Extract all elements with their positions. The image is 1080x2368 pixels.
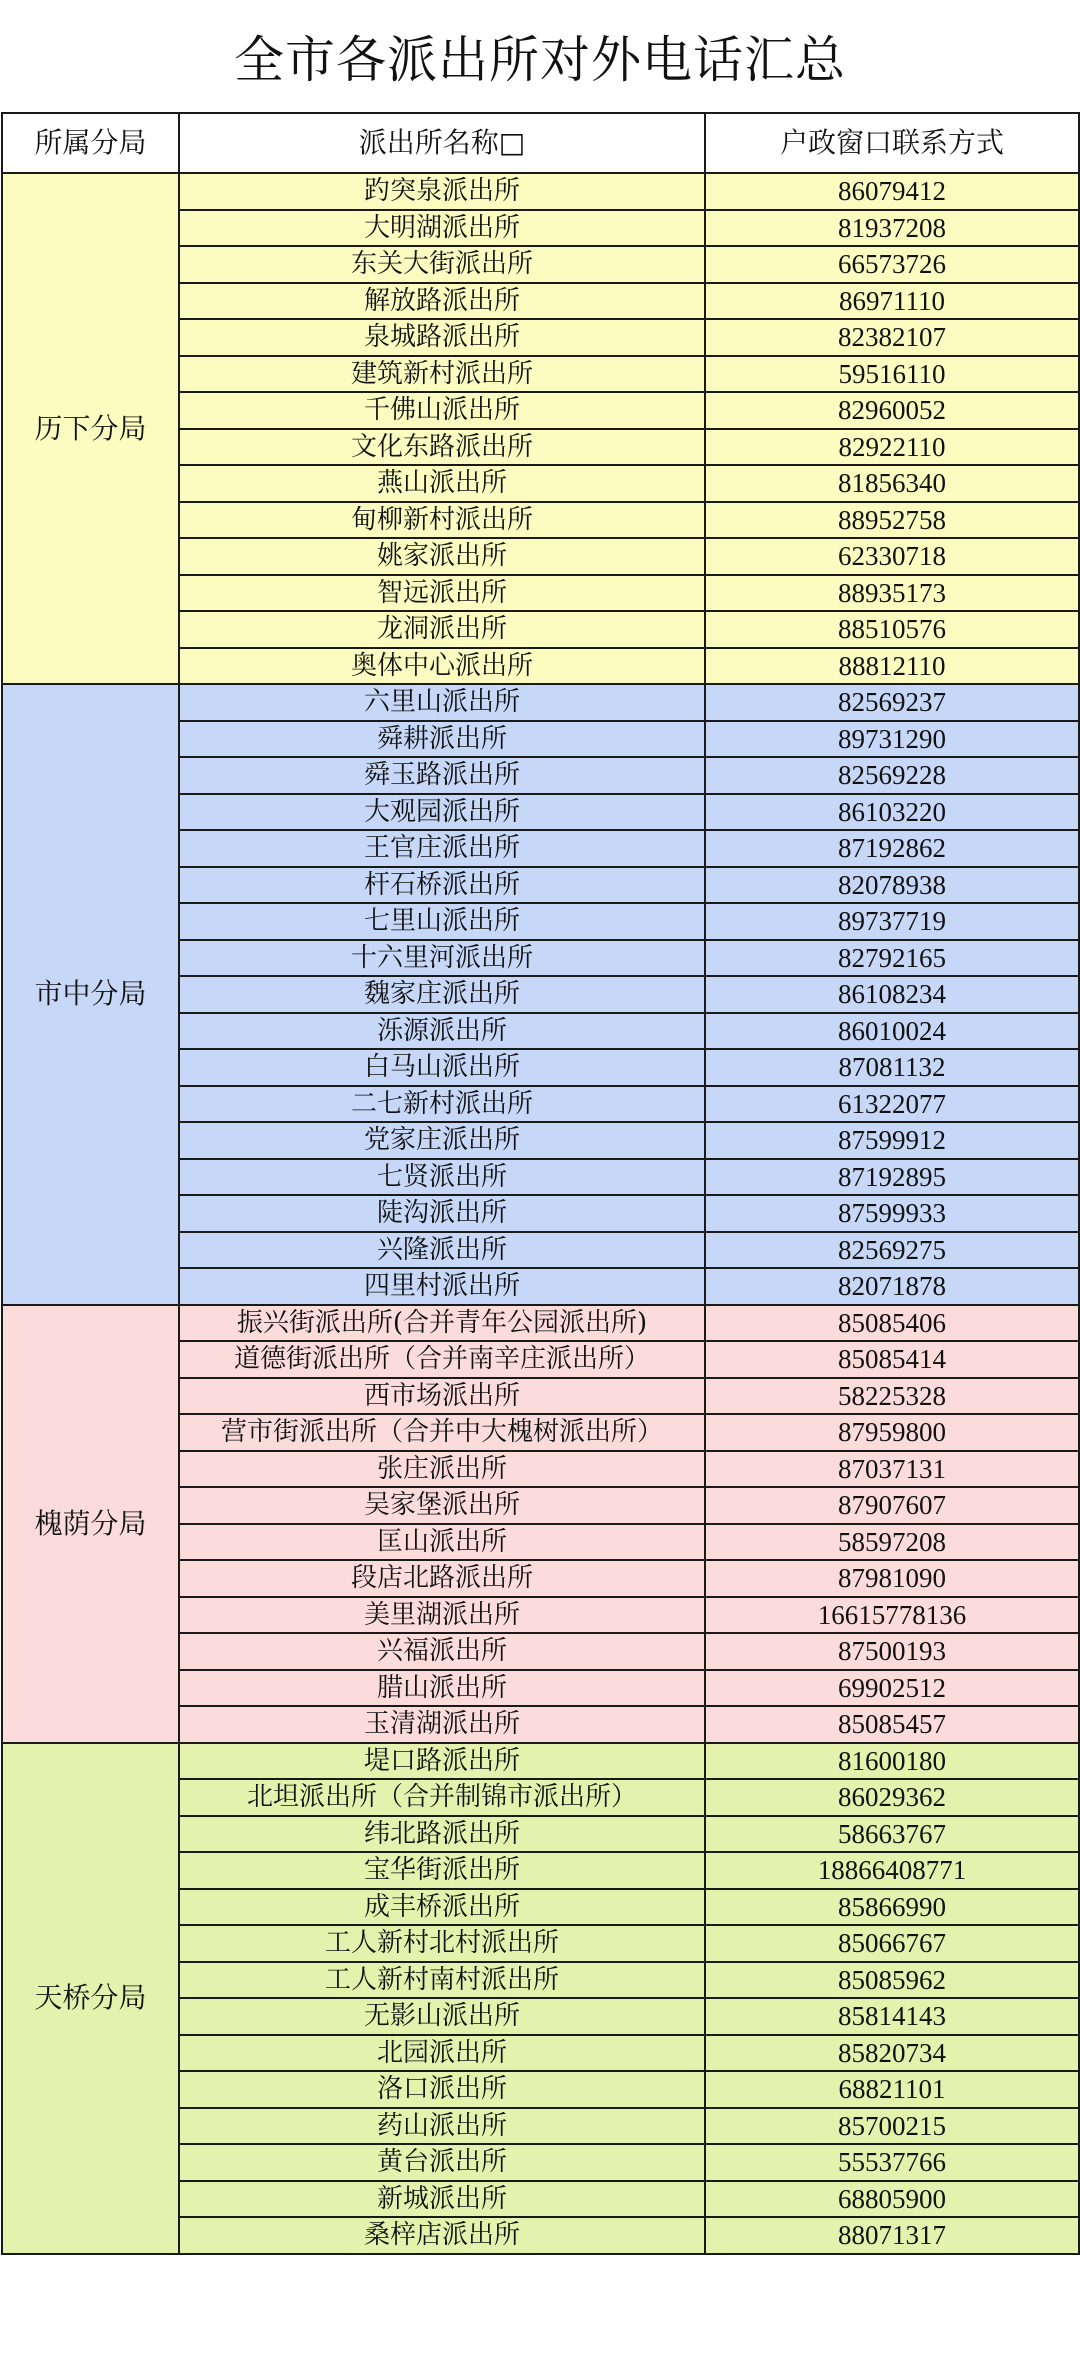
station-name-cell: 吴家堡派出所	[179, 1487, 705, 1524]
station-name-cell: 工人新村南村派出所	[179, 1962, 705, 1999]
phone-number-cell: 82382107	[705, 319, 1079, 356]
station-name-cell: 堤口路派出所	[179, 1743, 705, 1780]
phone-number-cell: 82078938	[705, 867, 1079, 904]
station-name-cell: 宝华街派出所	[179, 1852, 705, 1889]
header-station-name: 派出所名称□	[179, 113, 705, 173]
station-name-cell: 甸柳新村派出所	[179, 502, 705, 539]
station-name-cell: 段店北路派出所	[179, 1560, 705, 1597]
station-name-cell: 无影山派出所	[179, 1998, 705, 2035]
station-name-cell: 北坦派出所（合并制锦市派出所）	[179, 1779, 705, 1816]
page-title: 全市各派出所对外电话汇总	[234, 31, 846, 89]
phone-number-cell: 59516110	[705, 356, 1079, 393]
phone-number-cell: 87981090	[705, 1560, 1079, 1597]
phone-number-cell: 82569228	[705, 757, 1079, 794]
station-name-cell: 燕山派出所	[179, 465, 705, 502]
phone-number-cell: 87959800	[705, 1414, 1079, 1451]
phone-number-cell: 87500193	[705, 1633, 1079, 1670]
station-name-cell: 姚家派出所	[179, 538, 705, 575]
station-name-cell: 兴隆派出所	[179, 1232, 705, 1269]
station-name-cell: 洛口派出所	[179, 2071, 705, 2108]
phone-number-cell: 87599912	[705, 1122, 1079, 1159]
station-name-cell: 七贤派出所	[179, 1159, 705, 1196]
phone-number-cell: 58663767	[705, 1816, 1079, 1853]
station-name-cell: 陡沟派出所	[179, 1195, 705, 1232]
station-name-cell: 王官庄派出所	[179, 830, 705, 867]
phone-number-cell: 82071878	[705, 1268, 1079, 1305]
station-name-cell: 兴福派出所	[179, 1633, 705, 1670]
bureau-cell: 天桥分局	[2, 1743, 179, 2254]
station-name-cell: 大观园派出所	[179, 794, 705, 831]
station-name-cell: 纬北路派出所	[179, 1816, 705, 1853]
phone-number-cell: 88935173	[705, 575, 1079, 612]
station-name-cell: 玉清湖派出所	[179, 1706, 705, 1743]
station-name-cell: 二七新村派出所	[179, 1086, 705, 1123]
phone-number-cell: 68821101	[705, 2071, 1079, 2108]
station-name-cell: 北园派出所	[179, 2035, 705, 2072]
phone-number-cell: 85085406	[705, 1305, 1079, 1342]
phone-number-cell: 68805900	[705, 2181, 1079, 2218]
station-name-cell: 白马山派出所	[179, 1049, 705, 1086]
station-name-cell: 张庄派出所	[179, 1451, 705, 1488]
station-name-cell: 泉城路派出所	[179, 319, 705, 356]
station-name-cell: 千佛山派出所	[179, 392, 705, 429]
phone-number-cell: 85814143	[705, 1998, 1079, 2035]
station-name-cell: 四里村派出所	[179, 1268, 705, 1305]
phone-number-cell: 82569237	[705, 684, 1079, 721]
header-contact: 户政窗口联系方式	[705, 113, 1079, 173]
phone-number-cell: 88952758	[705, 502, 1079, 539]
phone-number-cell: 86108234	[705, 976, 1079, 1013]
table-row	[2, 1743, 1079, 1780]
table-row	[2, 173, 1079, 210]
station-name-cell: 龙洞派出所	[179, 611, 705, 648]
phone-number-cell: 18866408771	[705, 1852, 1079, 1889]
phone-number-cell: 85820734	[705, 2035, 1079, 2072]
phone-number-cell: 87192862	[705, 830, 1079, 867]
phone-number-cell: 86971110	[705, 283, 1079, 320]
station-name-cell: 十六里河派出所	[179, 940, 705, 977]
phone-number-cell: 82792165	[705, 940, 1079, 977]
phone-number-cell: 85866990	[705, 1889, 1079, 1926]
phone-number-cell: 87599933	[705, 1195, 1079, 1232]
phone-number-cell: 85085414	[705, 1341, 1079, 1378]
station-name-cell: 黄台派出所	[179, 2144, 705, 2181]
phone-number-cell: 89731290	[705, 721, 1079, 758]
phone-number-cell: 88510576	[705, 611, 1079, 648]
phone-number-cell: 62330718	[705, 538, 1079, 575]
phone-number-cell: 88812110	[705, 648, 1079, 685]
phone-number-cell: 85085457	[705, 1706, 1079, 1743]
station-name-cell: 泺源派出所	[179, 1013, 705, 1050]
station-name-cell: 趵突泉派出所	[179, 173, 705, 210]
station-name-cell: 桑梓店派出所	[179, 2217, 705, 2254]
header-bureau: 所属分局	[2, 113, 179, 173]
phone-number-cell: 82569275	[705, 1232, 1079, 1269]
phone-number-cell: 82960052	[705, 392, 1079, 429]
station-name-cell: 药山派出所	[179, 2108, 705, 2145]
table-row	[2, 684, 1079, 721]
phone-number-cell: 85085962	[705, 1962, 1079, 1999]
phone-number-cell: 88071317	[705, 2217, 1079, 2254]
phone-number-cell: 89737719	[705, 903, 1079, 940]
station-name-cell: 文化东路派出所	[179, 429, 705, 466]
station-name-cell: 舜耕派出所	[179, 721, 705, 758]
phone-number-cell: 86079412	[705, 173, 1079, 210]
phone-number-cell: 81937208	[705, 210, 1079, 247]
phone-number-cell: 61322077	[705, 1086, 1079, 1123]
station-name-cell: 建筑新村派出所	[179, 356, 705, 393]
station-name-cell: 道德街派出所（合并南辛庄派出所）	[179, 1341, 705, 1378]
phone-number-cell: 81600180	[705, 1743, 1079, 1780]
header-row	[2, 113, 1079, 173]
phone-number-cell: 16615778136	[705, 1597, 1079, 1634]
station-name-cell: 党家庄派出所	[179, 1122, 705, 1159]
phone-number-cell: 82922110	[705, 429, 1079, 466]
bureau-cell: 市中分局	[2, 684, 179, 1305]
station-name-cell: 奥体中心派出所	[179, 648, 705, 685]
phone-number-cell: 81856340	[705, 465, 1079, 502]
station-name-cell: 解放路派出所	[179, 283, 705, 320]
station-name-cell: 新城派出所	[179, 2181, 705, 2218]
phone-number-cell: 85066767	[705, 1925, 1079, 1962]
station-name-cell: 七里山派出所	[179, 903, 705, 940]
station-name-cell: 魏家庄派出所	[179, 976, 705, 1013]
station-name-cell: 腊山派出所	[179, 1670, 705, 1707]
phone-number-cell: 66573726	[705, 246, 1079, 283]
phone-number-cell: 87907607	[705, 1487, 1079, 1524]
phone-number-cell: 69902512	[705, 1670, 1079, 1707]
station-name-cell: 美里湖派出所	[179, 1597, 705, 1634]
phone-number-cell: 87081132	[705, 1049, 1079, 1086]
station-name-cell: 西市场派出所	[179, 1378, 705, 1415]
station-name-cell: 东关大街派出所	[179, 246, 705, 283]
phone-number-cell: 86010024	[705, 1013, 1079, 1050]
station-name-cell: 成丰桥派出所	[179, 1889, 705, 1926]
station-name-cell: 六里山派出所	[179, 684, 705, 721]
station-name-cell: 营市街派出所（合并中大槐树派出所）	[179, 1414, 705, 1451]
phone-number-cell: 58225328	[705, 1378, 1079, 1415]
phone-number-cell: 55537766	[705, 2144, 1079, 2181]
station-name-cell: 舜玉路派出所	[179, 757, 705, 794]
table-body	[2, 173, 1079, 2254]
station-name-cell: 匡山派出所	[179, 1524, 705, 1561]
phone-number-cell: 86029362	[705, 1779, 1079, 1816]
station-name-cell: 智远派出所	[179, 575, 705, 612]
phone-number-cell: 58597208	[705, 1524, 1079, 1561]
table-row	[2, 1305, 1079, 1342]
station-name-cell: 大明湖派出所	[179, 210, 705, 247]
bureau-cell: 槐荫分局	[2, 1305, 179, 1743]
phone-number-cell: 86103220	[705, 794, 1079, 831]
phone-number-cell: 85700215	[705, 2108, 1079, 2145]
phone-number-cell: 87192895	[705, 1159, 1079, 1196]
station-name-cell: 工人新村北村派出所	[179, 1925, 705, 1962]
phone-table	[1, 112, 1080, 2255]
station-name-cell: 振兴街派出所(合并青年公园派出所)	[179, 1305, 705, 1342]
station-name-cell: 杆石桥派出所	[179, 867, 705, 904]
bureau-cell: 历下分局	[2, 173, 179, 684]
phone-number-cell: 87037131	[705, 1451, 1079, 1488]
